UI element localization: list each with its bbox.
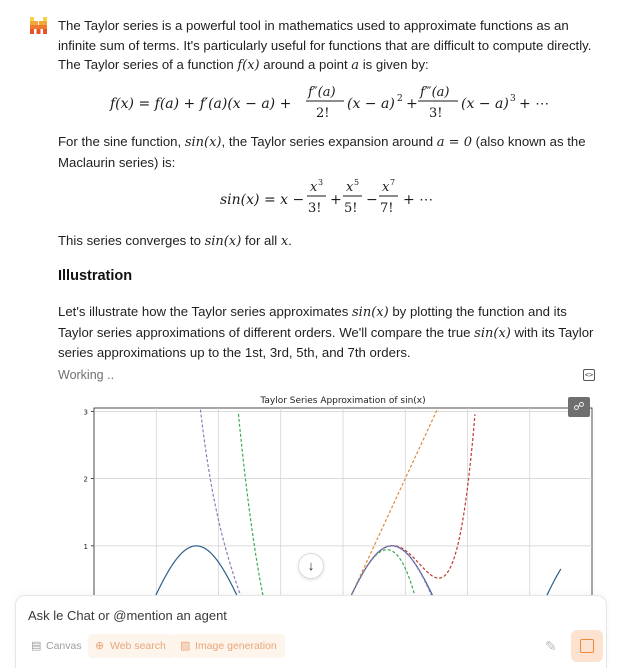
eq-plus: +	[406, 96, 418, 112]
math-sinx: sin(x)	[184, 135, 222, 150]
mistral-logo-icon	[30, 17, 47, 34]
web-search-label: Web search	[110, 640, 166, 652]
math-a: a	[351, 58, 360, 73]
eq-frac2-num: f‴(a)	[420, 85, 450, 100]
illustrate-paragraph-wrap	[58, 302, 598, 371]
canvas-button[interactable]	[24, 634, 90, 658]
math-sinx-4: sin(x)	[474, 325, 511, 341]
converge-text-3: .	[288, 233, 292, 248]
y-tick-label: 3	[83, 408, 88, 417]
chart-title: Taylor Series Approximation of sin(x)	[260, 396, 426, 406]
canvas-label: Canvas	[46, 640, 82, 652]
globe-icon: ⊕	[95, 640, 105, 652]
chat-composer	[15, 595, 607, 668]
image-generation-button[interactable]	[173, 634, 285, 658]
illustrate-text-2: by plotting the function and its Taylor series approximations of different orders. We'll compare the true	[58, 304, 567, 340]
eq-frac1-num: f″(a)	[308, 85, 336, 100]
eq-frac2-den: 3!	[429, 106, 443, 121]
taylor-series-equation	[58, 82, 598, 122]
sin-num3: x	[382, 180, 390, 195]
sine-paragraph-wrap	[58, 132, 598, 180]
web-search-button[interactable]	[88, 634, 174, 658]
sin-num2: x	[346, 180, 354, 195]
svg-text:−: −	[366, 192, 378, 208]
sin-exp3: 7	[390, 178, 396, 187]
y-tick-label: 2	[83, 475, 88, 484]
intro-text: The Taylor series is a powerful tool in mathematics used to approximate functions as an infinite sum of terms. It's particularly useful for functions that are difficult to compute directly. The Taylor series of a function	[58, 18, 592, 72]
sin-lhs: sin(x) = x −	[220, 192, 305, 208]
canvas-icon: ▤	[31, 640, 42, 652]
sin-tail: + ⋯	[403, 192, 434, 208]
math-a0: a = 0	[436, 135, 472, 150]
stop-button[interactable]	[571, 630, 603, 662]
intro-text-3: is given by:	[359, 57, 429, 72]
sin-exp1: 3	[318, 178, 324, 187]
math-fx: f(x)	[237, 58, 260, 73]
eq-exp2: 3	[510, 94, 516, 104]
section-heading: Illustration	[58, 268, 133, 284]
sine-text-3: (also known as the Maclaurin series) is:	[58, 134, 586, 170]
math-sinx-3: sin(x)	[352, 305, 389, 320]
sine-text: For the sine function,	[58, 134, 185, 149]
converge-paragraph-wrap	[58, 231, 598, 260]
sin-exp2: 5	[354, 178, 360, 187]
eq-frac1-den: 2!	[316, 106, 330, 121]
eq-term1: (x − a)	[347, 96, 395, 112]
assistant-message	[58, 16, 598, 84]
svg-text:+: +	[330, 192, 342, 208]
sine-paragraph	[58, 132, 598, 172]
working-status: Working ..	[58, 368, 115, 382]
image-icon: ▨	[180, 640, 191, 652]
converge-text: This series converges to	[58, 233, 205, 248]
eq-tail: + ⋯	[519, 96, 550, 112]
intro-text-2: around a point	[259, 57, 352, 72]
illustrate-paragraph	[58, 302, 598, 363]
image-generation-label: Image generation	[195, 640, 277, 652]
maclaurin-equation	[58, 176, 598, 216]
chart-toolbar-icon[interactable]: ☍	[568, 397, 590, 417]
chat-input[interactable]	[28, 608, 508, 623]
math-x: x	[280, 234, 289, 249]
eq-lhs: f(x) = f(a) + f′(a)(x − a) +	[110, 96, 292, 112]
arrow-down-icon[interactable]: ↓	[298, 553, 324, 579]
paperclip-icon[interactable]: ✎	[545, 638, 557, 654]
eq-exp1: 2	[397, 94, 403, 104]
stop-square-icon	[580, 639, 594, 653]
intro-paragraph	[58, 16, 598, 76]
sine-text-2: , the Taylor series expansion around	[221, 134, 437, 149]
math-sinx-2: sin(x)	[204, 234, 242, 249]
converge-text-2: for all	[241, 233, 281, 248]
sin-den1: 3!	[308, 201, 322, 216]
taylor-chart	[58, 390, 598, 600]
eq-term2: (x − a)	[461, 96, 509, 112]
sin-den3: 7!	[380, 201, 394, 216]
sin-den2: 5!	[344, 201, 358, 216]
converge-paragraph	[58, 231, 598, 252]
y-tick-label: 1	[83, 542, 88, 551]
illustrate-text: Let's illustrate how the Taylor series approximates	[58, 304, 352, 319]
code-icon[interactable]: <>	[584, 371, 594, 379]
sin-num1: x	[310, 180, 318, 195]
illustrate-text-3: with its Taylor series approximations up to the 1st, 3rd, 5th, and 7th orders.	[58, 324, 594, 360]
